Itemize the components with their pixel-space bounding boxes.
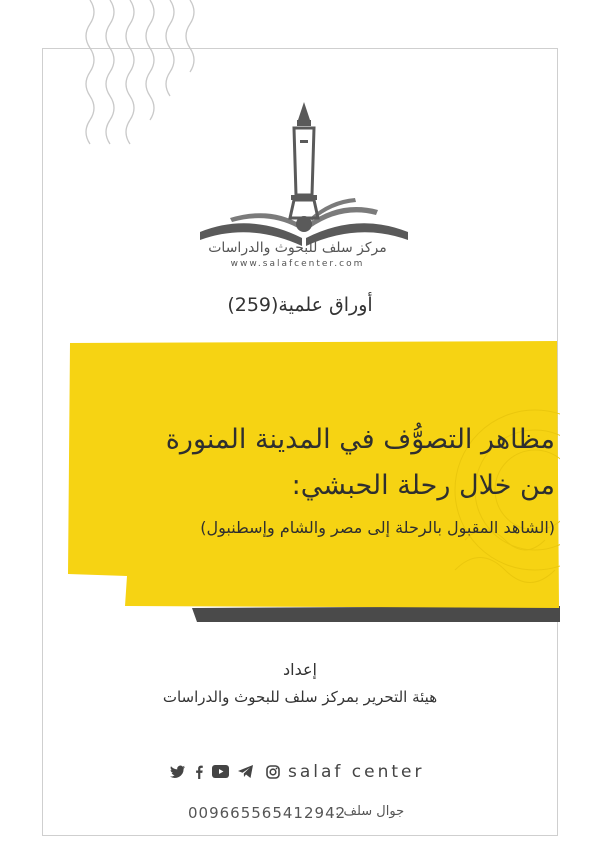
phone-number[interactable]: 009665565412942	[188, 804, 347, 822]
wave-lines-decoration	[0, 0, 200, 180]
salaf-center-logo	[190, 100, 420, 285]
logo-arabic-name: مركز سلف للبحوث والدراسات	[208, 240, 387, 256]
telegram-icon[interactable]	[238, 765, 253, 778]
instagram-icon[interactable]	[266, 765, 280, 779]
brand-name: salaf center	[288, 762, 425, 782]
youtube-icon[interactable]	[212, 765, 229, 778]
prepared-by-label: إعداد	[283, 660, 317, 679]
title-subtitle: (الشاهد المقبول بالرحلة إلى مصر والشام وإسطنبول)	[200, 518, 555, 537]
logo-url: www.salafcenter.com	[230, 259, 365, 269]
twitter-icon[interactable]	[170, 765, 186, 779]
prepared-by-name: هيئة التحرير بمركز سلف للبحوث والدراسات	[162, 688, 438, 706]
series-label: أوراق علمية(259)	[227, 294, 373, 316]
phone-label: جوال سلف :	[335, 804, 405, 819]
title-line-1: مظاهر التصوُّف في المدينة المنورة	[165, 424, 555, 455]
title-line-2: من خلال رحلة الحبشي:	[291, 470, 555, 501]
facebook-icon[interactable]	[194, 765, 204, 779]
